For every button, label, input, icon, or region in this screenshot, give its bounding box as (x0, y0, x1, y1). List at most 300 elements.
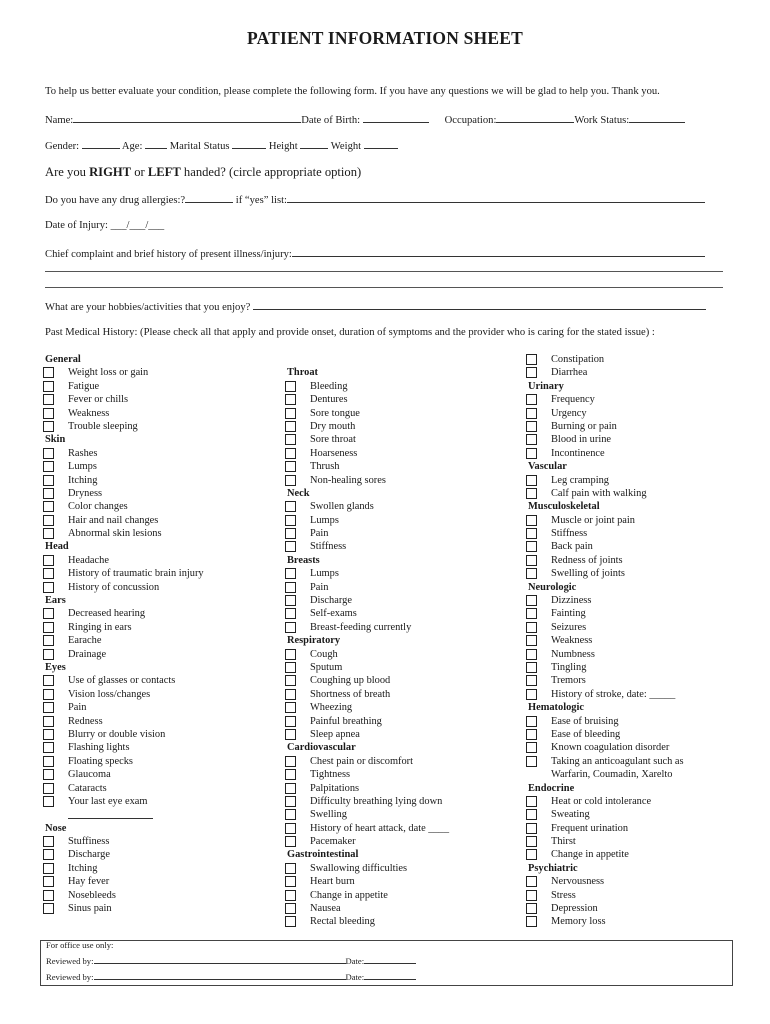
checkbox[interactable] (285, 916, 296, 927)
checkbox[interactable] (285, 796, 296, 807)
checklist-item[interactable] (45, 862, 204, 875)
allergies-label: Do you have any drug allergies:? (45, 195, 186, 206)
checkbox[interactable] (526, 354, 537, 365)
checklist-item-label: Self-exams (310, 608, 357, 620)
checklist-item[interactable] (287, 380, 449, 393)
checklist-item[interactable] (287, 420, 449, 433)
checklist-item[interactable] (45, 768, 204, 781)
checklist-item[interactable] (45, 447, 204, 460)
checkbox[interactable] (526, 675, 537, 686)
name-dob-row (45, 113, 685, 126)
gender-field[interactable] (82, 139, 120, 149)
checkbox[interactable] (285, 515, 296, 526)
checkbox[interactable] (285, 675, 296, 686)
checklist-item-label: Heart burn (310, 876, 355, 888)
checklist-item[interactable] (528, 661, 684, 674)
checklist-item[interactable] (528, 540, 684, 553)
checkbox[interactable] (285, 716, 296, 727)
checkbox[interactable] (526, 555, 537, 566)
checklist-item[interactable] (45, 380, 204, 393)
checklist-item-label: Swelling (310, 809, 347, 821)
checkbox[interactable] (285, 662, 296, 673)
checklist-item-label: Tightness (310, 769, 351, 781)
dob-field[interactable] (363, 113, 429, 123)
checkbox[interactable] (526, 849, 537, 860)
checklist-item[interactable] (528, 567, 684, 580)
checkbox[interactable] (285, 381, 296, 392)
checklist-item[interactable] (528, 527, 684, 540)
checkbox[interactable] (43, 408, 54, 419)
checkbox[interactable] (43, 796, 54, 807)
checkbox[interactable] (285, 702, 296, 713)
checkbox[interactable] (285, 461, 296, 472)
checklist-item-label: Burning or pain (551, 420, 617, 432)
reviewed-by-field-2[interactable] (94, 972, 346, 980)
checkbox[interactable] (285, 729, 296, 740)
checkbox[interactable] (43, 582, 54, 593)
checkbox[interactable] (526, 836, 537, 847)
dob-label: Date of Birth: (301, 115, 361, 126)
checkbox[interactable] (43, 381, 54, 392)
allergies-list-label: if “yes” list: (233, 195, 287, 206)
checkbox[interactable] (43, 608, 54, 619)
occupation-field[interactable] (496, 113, 574, 123)
date-field-2[interactable] (364, 972, 416, 980)
checklist-item[interactable] (45, 902, 204, 915)
checklist-item[interactable] (45, 366, 204, 379)
checklist-item[interactable] (45, 755, 204, 768)
checklist-item-label: Decreased hearing (68, 608, 146, 620)
office-review-row-2 (46, 972, 416, 982)
checklist-item[interactable] (45, 728, 204, 741)
checklist-item[interactable] (287, 768, 449, 781)
chief-complaint-line-2[interactable] (45, 271, 723, 272)
checkbox[interactable] (526, 595, 537, 606)
checklist-item-label: Sleep apnea (310, 728, 360, 740)
checkbox[interactable] (285, 863, 296, 874)
category-heading: Gastrointestinal (287, 849, 359, 861)
checklist-item[interactable] (287, 500, 449, 513)
checklist-item[interactable] (287, 875, 449, 888)
checklist-item[interactable] (528, 902, 684, 915)
checklist-item-label: Stuffiness (68, 836, 110, 848)
checklist-item[interactable] (287, 889, 449, 902)
handed-left-option[interactable]: LEFT (147, 165, 181, 179)
checklist-item[interactable] (528, 674, 684, 687)
checklist-item[interactable] (528, 607, 684, 620)
name-field[interactable] (73, 113, 301, 123)
checklist-item[interactable] (528, 728, 684, 741)
checklist-item[interactable] (45, 795, 204, 808)
height-field[interactable] (300, 139, 328, 149)
checklist-item-label: Shortness of breath (310, 688, 391, 700)
checklist-item[interactable] (45, 741, 204, 754)
checklist-item[interactable] (287, 648, 449, 661)
checklist-item-label: Non-healing sores (310, 474, 386, 486)
checkbox[interactable] (43, 555, 54, 566)
checklist-item[interactable] (287, 433, 449, 446)
checkbox[interactable] (285, 475, 296, 486)
checklist-item-label: Dentures (310, 394, 348, 406)
checklist-item-label: Coughing up blood (310, 675, 391, 687)
checklist-item[interactable] (287, 460, 449, 473)
checkbox[interactable] (285, 595, 296, 606)
checkbox[interactable] (43, 689, 54, 700)
checkbox[interactable] (285, 608, 296, 619)
checklist-item-label: Vision loss/changes (68, 688, 151, 700)
checklist-item-label: Trouble sleeping (68, 420, 138, 432)
checklist-item-label: Headache (68, 554, 109, 566)
checkbox[interactable] (526, 742, 537, 753)
checklist-item-label: Hair and nail changes (68, 514, 159, 526)
checklist-item[interactable] (287, 393, 449, 406)
checklist-item[interactable] (287, 407, 449, 420)
checkbox[interactable] (43, 515, 54, 526)
checklist-item[interactable] (528, 594, 684, 607)
work-status-field[interactable] (629, 113, 685, 123)
checkbox[interactable] (43, 448, 54, 459)
checklist-item[interactable] (45, 460, 204, 473)
checklist-item-label: Discharge (310, 595, 352, 607)
checklist-item[interactable] (45, 607, 204, 620)
checklist-item-label: Nausea (310, 903, 341, 915)
checkbox[interactable] (43, 568, 54, 579)
checkbox[interactable] (43, 394, 54, 405)
checklist-item[interactable] (287, 728, 449, 741)
checklist-item[interactable] (528, 741, 684, 754)
checklist-item-label: Rashes (68, 447, 98, 459)
category-heading: Nose (45, 822, 67, 834)
checklist-item[interactable] (45, 514, 204, 527)
checklist-item[interactable] (287, 674, 449, 687)
checkbox[interactable] (285, 903, 296, 914)
chief-complaint-line-3[interactable] (45, 287, 723, 288)
checklist-item[interactable] (528, 366, 684, 379)
checkbox[interactable] (43, 488, 54, 499)
checklist-item-label: Thirst (551, 836, 576, 848)
checkbox[interactable] (526, 823, 537, 834)
checkbox[interactable] (526, 421, 537, 432)
checkbox[interactable] (285, 434, 296, 445)
checkbox[interactable] (43, 742, 54, 753)
checkbox[interactable] (43, 622, 54, 633)
checkbox[interactable] (526, 756, 537, 767)
checkbox[interactable] (43, 783, 54, 794)
checklist-item[interactable] (287, 795, 449, 808)
checklist-item-label: Abnormal skin lesions (68, 528, 162, 540)
checklist-item[interactable] (287, 567, 449, 580)
checkbox[interactable] (285, 769, 296, 780)
category-heading: Skin (45, 434, 66, 446)
checkbox[interactable] (285, 836, 296, 847)
checkbox[interactable] (285, 756, 296, 767)
checkbox[interactable] (285, 622, 296, 633)
checkbox[interactable] (526, 394, 537, 405)
checkbox[interactable] (526, 809, 537, 820)
checkbox[interactable] (43, 903, 54, 914)
checkbox[interactable] (285, 568, 296, 579)
checkbox[interactable] (526, 716, 537, 727)
checkbox[interactable] (285, 689, 296, 700)
checklist-item[interactable] (45, 701, 204, 714)
checklist-item[interactable] (45, 407, 204, 420)
checkbox[interactable] (43, 649, 54, 660)
checklist-item-label: Constipation (551, 354, 605, 365)
checklist-item[interactable] (528, 688, 684, 701)
category-heading: Vascular (528, 461, 567, 473)
checklist-item[interactable] (45, 393, 204, 406)
checklist-item[interactable] (45, 688, 204, 701)
category-heading: Ears (45, 595, 66, 607)
checklist-item[interactable] (287, 715, 449, 728)
checklist-item[interactable] (528, 474, 684, 487)
checkbox[interactable] (285, 501, 296, 512)
checklist-item[interactable] (287, 902, 449, 915)
checklist-item[interactable] (528, 514, 684, 527)
history-column-2 (287, 353, 449, 929)
checklist-item-label: Stiffness (310, 541, 347, 553)
checkbox[interactable] (285, 541, 296, 552)
checkbox[interactable] (526, 367, 537, 378)
checkbox[interactable] (285, 890, 296, 901)
checklist-item[interactable] (287, 835, 449, 848)
checklist-item[interactable] (45, 487, 204, 500)
checkbox[interactable] (526, 876, 537, 887)
checklist-item[interactable] (287, 862, 449, 875)
checklist-item-label: Frequency (551, 394, 595, 406)
checkbox[interactable] (526, 649, 537, 660)
checkbox[interactable] (43, 716, 54, 727)
checkbox[interactable] (285, 783, 296, 794)
checkbox[interactable] (43, 501, 54, 512)
checklist-item[interactable] (45, 634, 204, 647)
checkbox[interactable] (43, 863, 54, 874)
checkbox[interactable] (43, 675, 54, 686)
checklist-item[interactable] (287, 661, 449, 674)
checklist-item[interactable] (287, 915, 449, 928)
checklist-item-label: Lumps (310, 568, 339, 580)
checklist-item[interactable] (45, 420, 204, 433)
checkbox[interactable] (43, 635, 54, 646)
checklist-item[interactable] (287, 447, 449, 460)
checklist-item[interactable] (528, 875, 684, 888)
checklist-item[interactable] (287, 621, 449, 634)
checkbox[interactable] (285, 528, 296, 539)
checklist-item[interactable] (528, 835, 684, 848)
checklist-item[interactable] (45, 875, 204, 888)
checkbox[interactable] (285, 394, 296, 405)
checklist-item[interactable] (528, 648, 684, 661)
checklist-item[interactable] (528, 447, 684, 460)
checklist-item-label: Memory loss (551, 916, 606, 928)
category-heading: Respiratory (287, 635, 341, 647)
checkbox[interactable] (526, 475, 537, 486)
checklist-item[interactable] (528, 848, 684, 861)
checkbox[interactable] (285, 448, 296, 459)
checklist-item[interactable] (45, 648, 204, 661)
checkbox[interactable] (526, 448, 537, 459)
checkbox[interactable] (285, 421, 296, 432)
checklist-item-label: Known coagulation disorder (551, 742, 670, 754)
category-heading: Endocrine (528, 782, 575, 794)
date-field-1[interactable] (364, 956, 416, 964)
checklist-item-label: Pain (68, 702, 87, 714)
checklist-item[interactable] (528, 634, 684, 647)
checklist-item[interactable] (528, 407, 684, 420)
checkbox[interactable] (526, 608, 537, 619)
handedness-question (45, 165, 361, 180)
checklist-item[interactable] (287, 607, 449, 620)
handed-prefix: Are you (45, 165, 90, 179)
age-field[interactable] (145, 139, 167, 149)
checkbox[interactable] (43, 367, 54, 378)
checkbox[interactable] (43, 702, 54, 713)
eye-exam-date-field[interactable] (45, 808, 204, 821)
checklist-item[interactable] (528, 795, 684, 808)
checkbox[interactable] (526, 408, 537, 419)
checklist-item[interactable] (528, 889, 684, 902)
checklist-item-label: History of stroke, date: _____ (551, 688, 676, 700)
checklist-item[interactable] (45, 554, 204, 567)
checkbox[interactable] (43, 769, 54, 780)
checkbox[interactable] (285, 582, 296, 593)
checklist-item-label: Sputum (310, 661, 343, 673)
checkbox[interactable] (43, 849, 54, 860)
category-heading: Cardiovascular (287, 742, 356, 754)
checkbox[interactable] (43, 475, 54, 486)
checkbox[interactable] (526, 635, 537, 646)
name-label: Name: (45, 115, 74, 126)
checkbox[interactable] (43, 876, 54, 887)
checklist-item[interactable] (287, 808, 449, 821)
checklist-item[interactable] (45, 848, 204, 861)
checklist-item[interactable] (528, 353, 684, 366)
checkbox[interactable] (526, 541, 537, 552)
checklist-item[interactable] (45, 621, 204, 634)
checklist-item-label: Itching (68, 862, 98, 874)
checkbox[interactable] (285, 408, 296, 419)
checkbox[interactable] (43, 836, 54, 847)
checklist-item-label: Urgency (551, 407, 587, 419)
checkbox[interactable] (526, 796, 537, 807)
checklist-item[interactable] (528, 393, 684, 406)
checklist-item[interactable] (287, 594, 449, 607)
checklist-item-label: Pacemaker (310, 836, 356, 848)
checklist-item[interactable] (287, 755, 449, 768)
date-label: Date: (345, 956, 365, 966)
checklist-item[interactable] (45, 581, 204, 594)
checklist-item[interactable] (45, 474, 204, 487)
checkbox[interactable] (526, 515, 537, 526)
checkbox[interactable] (526, 689, 537, 700)
checkbox[interactable] (285, 649, 296, 660)
checkbox[interactable] (526, 903, 537, 914)
allergies-answer-field[interactable] (185, 193, 233, 203)
checklist-item[interactable] (45, 527, 204, 540)
checklist-item[interactable] (528, 808, 684, 821)
checklist-item[interactable] (287, 514, 449, 527)
checklist-item-label: Nervousness (551, 876, 605, 888)
checkbox[interactable] (285, 876, 296, 887)
checklist-item[interactable] (528, 755, 684, 768)
checklist-item-label: Dry mouth (310, 420, 356, 432)
checklist-item[interactable] (287, 688, 449, 701)
checklist-item[interactable] (287, 474, 449, 487)
handed-right-option[interactable]: RIGHT (89, 165, 132, 179)
injury-date-row (45, 220, 164, 231)
checkbox[interactable] (285, 809, 296, 820)
checkbox[interactable] (526, 890, 537, 901)
checkbox[interactable] (526, 729, 537, 740)
checklist-item[interactable] (45, 567, 204, 580)
marital-label: Marital Status (169, 141, 230, 152)
checklist-item[interactable] (528, 554, 684, 567)
checkbox[interactable] (285, 823, 296, 834)
checklist-item[interactable] (45, 500, 204, 513)
checklist-item[interactable] (287, 782, 449, 795)
checklist-item[interactable] (528, 487, 684, 500)
column-spacer (287, 353, 449, 366)
height-label: Height (268, 141, 298, 152)
checkbox[interactable] (526, 916, 537, 927)
checklist-item[interactable] (45, 782, 204, 795)
date-label: Date: (345, 972, 365, 982)
checklist-item-label: Muscle or joint pain (551, 514, 635, 526)
checklist-item-label: Incontinence (551, 447, 605, 459)
checklist-item[interactable] (45, 674, 204, 687)
hobbies-field[interactable] (253, 300, 706, 310)
checklist-item[interactable] (528, 621, 684, 634)
checklist-item[interactable] (528, 715, 684, 728)
checklist-item[interactable] (528, 420, 684, 433)
checkbox[interactable] (526, 528, 537, 539)
checkbox[interactable] (526, 568, 537, 579)
chief-complaint-field[interactable] (292, 247, 705, 257)
checkbox[interactable] (43, 890, 54, 901)
checkbox[interactable] (43, 528, 54, 539)
category-heading: Musculoskeletal (528, 501, 600, 513)
hobbies-label: What are your hobbies/activities that you enjoy? (45, 302, 251, 313)
weight-field[interactable] (364, 139, 398, 149)
category-heading: Breasts (287, 554, 320, 566)
injury-date-field[interactable]: ___/___/___ (110, 220, 165, 231)
checkbox[interactable] (526, 622, 537, 633)
checklist-item[interactable] (528, 822, 684, 835)
checklist-item[interactable] (528, 915, 684, 928)
checklist-item[interactable] (45, 889, 204, 902)
checklist-item[interactable] (287, 822, 449, 835)
checkbox[interactable] (43, 729, 54, 740)
checklist-item[interactable] (528, 433, 684, 446)
checkbox[interactable] (526, 434, 537, 445)
checkbox[interactable] (43, 461, 54, 472)
work-status-label: Work Status: (574, 115, 630, 126)
checklist-item[interactable] (287, 701, 449, 714)
checklist-item[interactable] (287, 540, 449, 553)
marital-field[interactable] (232, 139, 266, 149)
checkbox[interactable] (526, 662, 537, 673)
checklist-item[interactable] (287, 581, 449, 594)
allergies-list-field[interactable] (287, 193, 705, 203)
checkbox[interactable] (43, 756, 54, 767)
checklist-item[interactable] (45, 835, 204, 848)
reviewed-by-field-1[interactable] (94, 956, 346, 964)
checklist-item[interactable] (45, 715, 204, 728)
checkbox[interactable] (43, 421, 54, 432)
checklist-item-label: Sweating (551, 809, 590, 821)
checklist-item[interactable] (287, 527, 449, 540)
checkbox[interactable] (526, 488, 537, 499)
